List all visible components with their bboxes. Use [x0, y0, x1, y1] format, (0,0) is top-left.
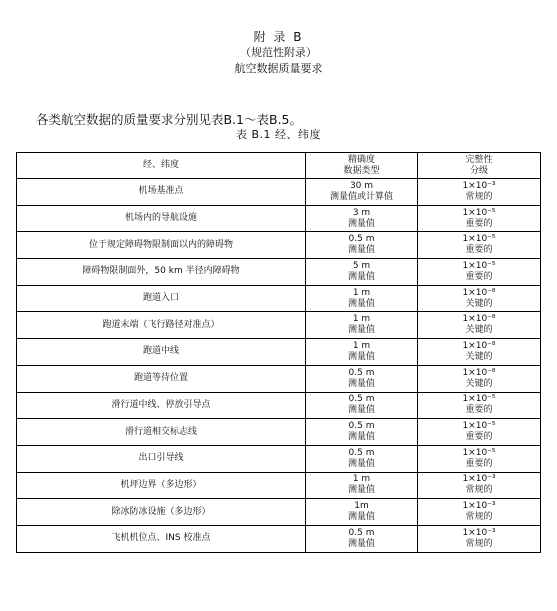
table-row: [17, 205, 541, 232]
row-integrity: 1×10⁻⁸: [462, 367, 496, 378]
row-integrity-cell: [418, 259, 541, 286]
row-accuracy: 0.5 m: [348, 394, 375, 405]
row-integrity: 1×10⁻⁸: [462, 340, 496, 351]
row-integrity: 1×10⁻⁵: [462, 260, 496, 271]
row-accuracy-cell: [306, 205, 418, 232]
row-integrity-cell: [418, 179, 541, 206]
row-classification: 关键的: [465, 325, 493, 336]
row-item-name: 机场基准点: [17, 179, 306, 206]
row-accuracy: 0.5 m: [348, 367, 375, 378]
row-classification: 重要的: [465, 405, 493, 416]
row-accuracy: 1m: [354, 501, 369, 512]
row-integrity-cell: [418, 285, 541, 312]
row-item-name: 飞机机位点、INS 校准点: [17, 525, 306, 552]
row-data-type: 测量值: [347, 512, 375, 523]
row-data-type: 测量值或计算值: [329, 191, 393, 202]
header-lat-long: 经、纬度: [17, 153, 306, 179]
row-integrity: 1×10⁻³: [462, 501, 496, 512]
row-classification: 重要的: [465, 458, 493, 469]
row-classification: 常规的: [465, 485, 493, 496]
row-data-type: 测量值: [347, 298, 375, 309]
row-accuracy-cell: [306, 445, 418, 472]
row-item-name: 位于规定障碍物限制面以内的障碍物: [17, 232, 306, 259]
row-accuracy: 1 m: [352, 474, 371, 485]
table-row: [17, 445, 541, 472]
table-row: [17, 419, 541, 446]
row-classification: 常规的: [465, 512, 493, 523]
table-row: [17, 525, 541, 552]
row-data-type: 测量值: [347, 271, 375, 282]
quality-requirements-table: [16, 152, 541, 553]
row-accuracy-cell: [306, 312, 418, 339]
row-classification: 关键的: [465, 351, 493, 362]
table-row: [17, 499, 541, 526]
row-accuracy: 0.5 m: [348, 234, 375, 245]
row-item-name: 除冰防冰设施（多边形）: [17, 499, 306, 526]
row-data-type: 测量值: [347, 538, 375, 549]
row-accuracy-cell: [306, 472, 418, 499]
row-classification: 关键的: [465, 298, 493, 309]
row-item-name: 出口引导线: [17, 445, 306, 472]
row-data-type: 测量值: [347, 432, 375, 443]
row-accuracy: 5 m: [352, 260, 371, 271]
row-item-name: 跑道中线: [17, 339, 306, 366]
row-integrity-cell: [418, 232, 541, 259]
row-data-type: 测量值: [347, 378, 375, 389]
row-integrity-cell: [418, 472, 541, 499]
row-accuracy-cell: [306, 525, 418, 552]
row-integrity-cell: [418, 312, 541, 339]
row-integrity-cell: [418, 205, 541, 232]
row-accuracy-cell: [306, 499, 418, 526]
table-row: [17, 339, 541, 366]
row-integrity-cell: [418, 525, 541, 552]
table-row: [17, 259, 541, 286]
header-integrity-class: [418, 153, 541, 179]
row-classification: 重要的: [465, 432, 493, 443]
row-integrity: 1×10⁻⁵: [462, 207, 496, 218]
row-data-type: 测量值: [347, 485, 375, 496]
row-item-name: 障碍物限制面外，50 km 半径内障碍物: [17, 259, 306, 286]
table-row: [17, 179, 541, 206]
row-classification: 关键的: [465, 378, 493, 389]
row-integrity-cell: [418, 392, 541, 419]
row-accuracy: 3 m: [352, 207, 371, 218]
header-data-type: 数据类型: [343, 165, 380, 176]
row-integrity: 1×10⁻⁵: [462, 234, 496, 245]
row-data-type: 测量值: [347, 325, 375, 336]
header-integrity: 完整性: [465, 154, 493, 165]
intro-paragraph: 各类航空数据的质量要求分别见表B.1～表B.5。: [36, 112, 303, 127]
row-data-type: 测量值: [347, 458, 375, 469]
row-accuracy: 1 m: [352, 287, 371, 298]
row-integrity: 1×10⁻⁸: [462, 314, 496, 325]
row-integrity-cell: [418, 445, 541, 472]
row-data-type: 测量值: [347, 245, 375, 256]
row-item-name: 滑行道相交标志线: [17, 419, 306, 446]
row-classification: 重要的: [465, 245, 493, 256]
row-integrity-cell: [418, 419, 541, 446]
header-classification: 分级: [469, 165, 488, 176]
row-accuracy: 0.5 m: [348, 527, 375, 538]
row-accuracy: 0.5 m: [348, 447, 375, 458]
row-accuracy: 1 m: [352, 314, 371, 325]
row-integrity: 1×10⁻⁵: [462, 394, 496, 405]
header-accuracy-type: [306, 153, 418, 179]
row-integrity: 1×10⁻³: [462, 527, 496, 538]
row-item-name: 跑道等待位置: [17, 365, 306, 392]
row-integrity: 1×10⁻³: [462, 180, 496, 191]
table-row: [17, 365, 541, 392]
row-accuracy-cell: [306, 392, 418, 419]
row-item-name: 机坪边界（多边形）: [17, 472, 306, 499]
row-item-name: 机场内的导航设施: [17, 205, 306, 232]
table-row: [17, 472, 541, 499]
row-classification: 重要的: [465, 271, 493, 282]
appendix-heading: 附 录 B: [253, 30, 304, 44]
row-integrity: 1×10⁻⁵: [462, 447, 496, 458]
row-item-name: 跑道末端（飞行路径对准点）: [17, 312, 306, 339]
normative-label: （规范性附录）: [240, 46, 317, 59]
table-caption: 表 B.1 经、纬度: [235, 128, 322, 141]
header-accuracy: 精确度: [347, 154, 375, 165]
row-classification: 常规的: [465, 538, 493, 549]
row-item-name: 滑行道中线、停放引导点: [17, 392, 306, 419]
row-data-type: 测量值: [347, 218, 375, 229]
row-accuracy: 0.5 m: [348, 421, 375, 432]
row-data-type: 测量值: [347, 405, 375, 416]
row-accuracy: 1 m: [352, 340, 371, 351]
row-data-type: 测量值: [347, 351, 375, 362]
row-item-name: 跑道入口: [17, 285, 306, 312]
row-classification: 常规的: [465, 191, 493, 202]
row-accuracy-cell: [306, 179, 418, 206]
table-header-row: [17, 153, 541, 179]
row-integrity-cell: [418, 339, 541, 366]
table-row: [17, 392, 541, 419]
row-integrity: 1×10⁻⁸: [462, 287, 496, 298]
appendix-title: 航空数据质量要求: [234, 62, 323, 75]
row-integrity-cell: [418, 365, 541, 392]
row-accuracy-cell: [306, 365, 418, 392]
row-classification: 重要的: [465, 218, 493, 229]
row-accuracy-cell: [306, 285, 418, 312]
row-integrity-cell: [418, 499, 541, 526]
table-row: [17, 312, 541, 339]
table-row: [17, 232, 541, 259]
row-accuracy-cell: [306, 339, 418, 366]
table-row: [17, 285, 541, 312]
row-integrity: 1×10⁻⁵: [462, 421, 496, 432]
row-accuracy: 30 m: [349, 180, 374, 191]
row-accuracy-cell: [306, 232, 418, 259]
row-integrity: 1×10⁻³: [462, 474, 496, 485]
row-accuracy-cell: [306, 419, 418, 446]
row-accuracy-cell: [306, 259, 418, 286]
